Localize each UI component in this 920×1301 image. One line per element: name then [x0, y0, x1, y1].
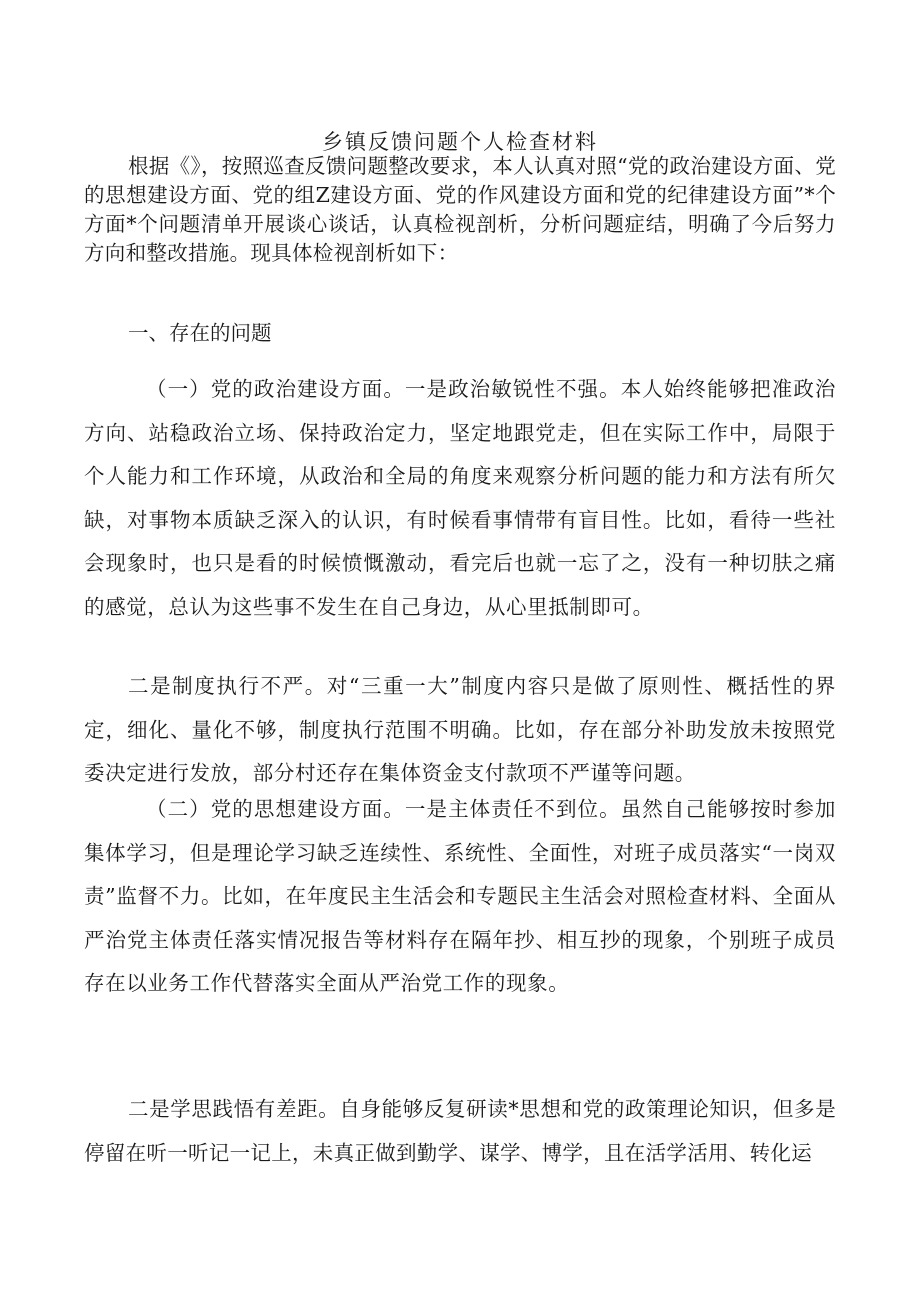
- body-paragraph-system-execution: 二是制度执行不严。对“三重一大”制度内容只是做了原则性、概括性的界定，细化、量化不够，制度执行范围不明确。比如，存在部分补助发放未按照党委决定进行发放，部分村还存在集体资金支付款项不严谨等问题。: [84, 674, 836, 785]
- section-heading: 一、存在的问题: [128, 321, 272, 345]
- body-paragraph-political: （一）党的政治建设方面。一是政治敏锐性不强。本人始终能够把准政治方向、站稳政治立场、保持政治定力，坚定地跟党走，但在实际工作中，局限于个人能力和工作环境，从政治和全局的角度来观察分析问题的能力和方法有所欠缺，对事物本质缺乏深入的认识，有时候看事情带有盲目性。比如，看待一些社会现象时，也只是看的时候愤慨激动，看完后也就一忘了之，没有一种切肤之痛的感觉，总认为这些事不发生在自己身边，从心里抵制即可。: [84, 377, 836, 619]
- intro-paragraph: 根据《》，按照巡查反馈问题整改要求，本人认真对照“党的政治建设方面、党的思想建设方面、党的组Z建设方面、党的作风建设方面和党的纪律建设方面”*个方面*个问题清单开展谈心谈话，认真检视剖析，分析问题症结，明确了今后努力方向和整改措施。现具体检视剖析如下：: [84, 154, 836, 265]
- document-title: 乡镇反馈问题个人检查材料: [322, 130, 598, 154]
- body-paragraph-ideological: （二）党的思想建设方面。一是主体责任不到位。虽然自己能够按时参加集体学习，但是理论学习缺乏连续性、系统性、全面性，对班子成员落实“一岗双责”监督不力。比如，在年度民主生活会和专题民主生活会对照检查材料、全面从严治党主体责任落实情况报告等材料存在隔年抄、相互抄的现象，个别班子成员存在以业务工作代替落实全面从严治党工作的现象。: [84, 797, 836, 995]
- body-paragraph-study: 二是学思践悟有差距。自身能够反复研读*思想和党的政策理论知识，但多是停留在听一听记一记上，未真正做到勤学、谋学、博学，且在活学活用、转化运: [84, 1097, 836, 1165]
